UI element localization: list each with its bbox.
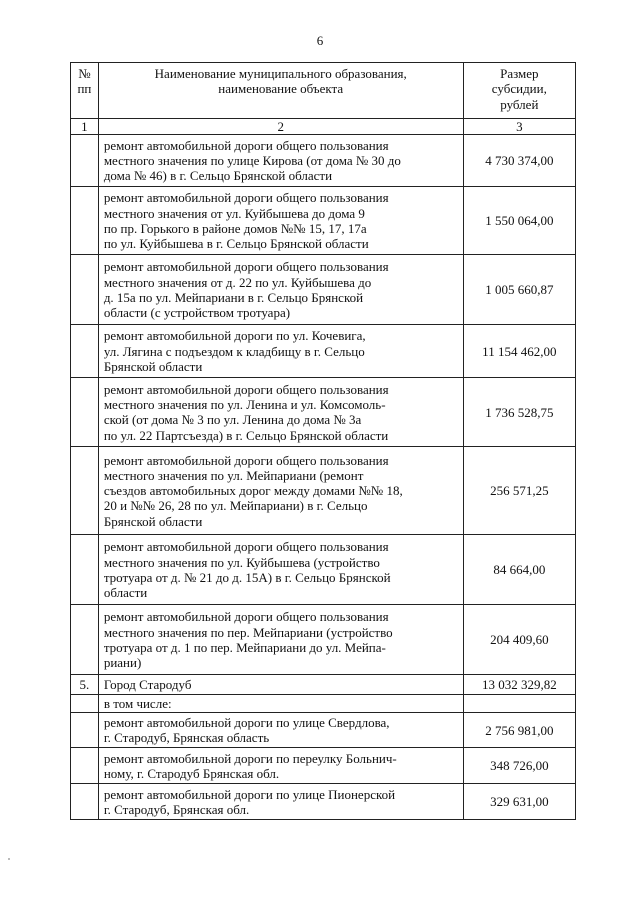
row-amount xyxy=(463,695,575,713)
header-col-amount: Размер субсидии, рублей xyxy=(463,63,575,119)
row-object-name: ремонт автомобильной дороги общего пользования местного значения по ул. Куйбышева (устройство тротуара от д. № 21 до д. 15А) в г. Сельцо Брянской области xyxy=(98,535,463,605)
row-number xyxy=(71,325,99,378)
row-object-name: в том числе: xyxy=(98,695,463,713)
row-number xyxy=(71,784,99,820)
row-number xyxy=(71,378,99,447)
row-object-name: ремонт автомобильной дороги по переулку Больнич- ному, г. Стародуб Брянская обл. xyxy=(98,748,463,784)
table-row xyxy=(71,187,576,255)
row-object-name: ремонт автомобильной дороги общего пользования местного значения по ул. Ленина и ул. Комсомоль- ской (от дома № 3 по ул. Ленина до дома № 3а по ул. 22 Партсъезда) в г. Сельцо Брянской области xyxy=(98,378,463,447)
row-object-name: ремонт автомобильной дороги по улице Пионерской г. Стародуб, Брянская обл. xyxy=(98,784,463,820)
row-amount: 329 631,00 xyxy=(463,784,575,820)
column-number-1: 1 xyxy=(71,119,99,135)
row-object-name: ремонт автомобильной дороги по ул. Кочевига, ул. Лягина с подъездом к кладбищу в г. Сельцо Брянской области xyxy=(98,325,463,378)
row-amount: 1 550 064,00 xyxy=(463,187,575,255)
table-row xyxy=(71,535,576,605)
row-number xyxy=(71,135,99,187)
subsidy-table xyxy=(70,62,576,820)
header-col-name: Наименование муниципального образования, наименование объекта xyxy=(98,63,463,119)
row-object-name: ремонт автомобильной дороги общего пользования местного значения от ул. Куйбышева до дома 9 по пр. Горького в районе домов №№ 15, 17, 17а по ул. Куйбышева в г. Сельцо Брянской области xyxy=(98,187,463,255)
row-amount: 84 664,00 xyxy=(463,535,575,605)
table-row xyxy=(71,325,576,378)
row-amount: 2 756 981,00 xyxy=(463,713,575,748)
row-amount: 348 726,00 xyxy=(463,748,575,784)
table-row xyxy=(71,748,576,784)
header-col-number: № пп xyxy=(71,63,99,119)
table-row xyxy=(71,675,576,695)
table-header-row xyxy=(71,63,576,119)
row-number xyxy=(71,255,99,325)
column-number-row xyxy=(71,119,576,135)
table-row xyxy=(71,695,576,713)
row-object-name: ремонт автомобильной дороги общего пользования местного значения по ул. Мейпариани (ремонт съездов автомобильных дорог между домами №№ 18, 20 и №№ 26, 28 по ул. Мейпариани) в г. Сельцо Брянской области xyxy=(98,447,463,535)
row-number xyxy=(71,535,99,605)
row-number: 5. xyxy=(71,675,99,695)
table-row xyxy=(71,447,576,535)
row-object-name: ремонт автомобильной дороги общего пользования местного значения по пер. Мейпариани (устройство тротуара от д. 1 по пер. Мейпариани до ул. Мейпа- риани) xyxy=(98,605,463,675)
table-row xyxy=(71,255,576,325)
row-number xyxy=(71,447,99,535)
row-amount: 13 032 329,82 xyxy=(463,675,575,695)
table-row xyxy=(71,605,576,675)
scan-speck xyxy=(8,858,10,860)
row-amount: 1 736 528,75 xyxy=(463,378,575,447)
row-amount: 11 154 462,00 xyxy=(463,325,575,378)
table-row xyxy=(71,135,576,187)
table-row xyxy=(71,713,576,748)
row-amount: 1 005 660,87 xyxy=(463,255,575,325)
row-object-name: ремонт автомобильной дороги по улице Свердлова, г. Стародуб, Брянская область xyxy=(98,713,463,748)
row-number xyxy=(71,748,99,784)
page-number: 6 xyxy=(316,33,324,48)
row-object-name: ремонт автомобильной дороги общего пользования местного значения от д. 22 по ул. Куйбышева до д. 15а по ул. Мейпариани в г. Сельцо Брянской области (с устройством тротуара) xyxy=(98,255,463,325)
row-amount: 204 409,60 xyxy=(463,605,575,675)
column-number-3: 3 xyxy=(463,119,575,135)
row-number xyxy=(71,713,99,748)
row-amount: 256 571,25 xyxy=(463,447,575,535)
table-row xyxy=(71,378,576,447)
row-number xyxy=(71,695,99,713)
row-amount: 4 730 374,00 xyxy=(463,135,575,187)
row-object-name: Город Стародуб xyxy=(98,675,463,695)
column-number-2: 2 xyxy=(98,119,463,135)
row-number xyxy=(71,605,99,675)
row-object-name: ремонт автомобильной дороги общего пользования местного значения по улице Кирова (от дома № 30 до дома № 46) в г. Сельцо Брянской области xyxy=(98,135,463,187)
table-row xyxy=(71,784,576,820)
row-number xyxy=(71,187,99,255)
